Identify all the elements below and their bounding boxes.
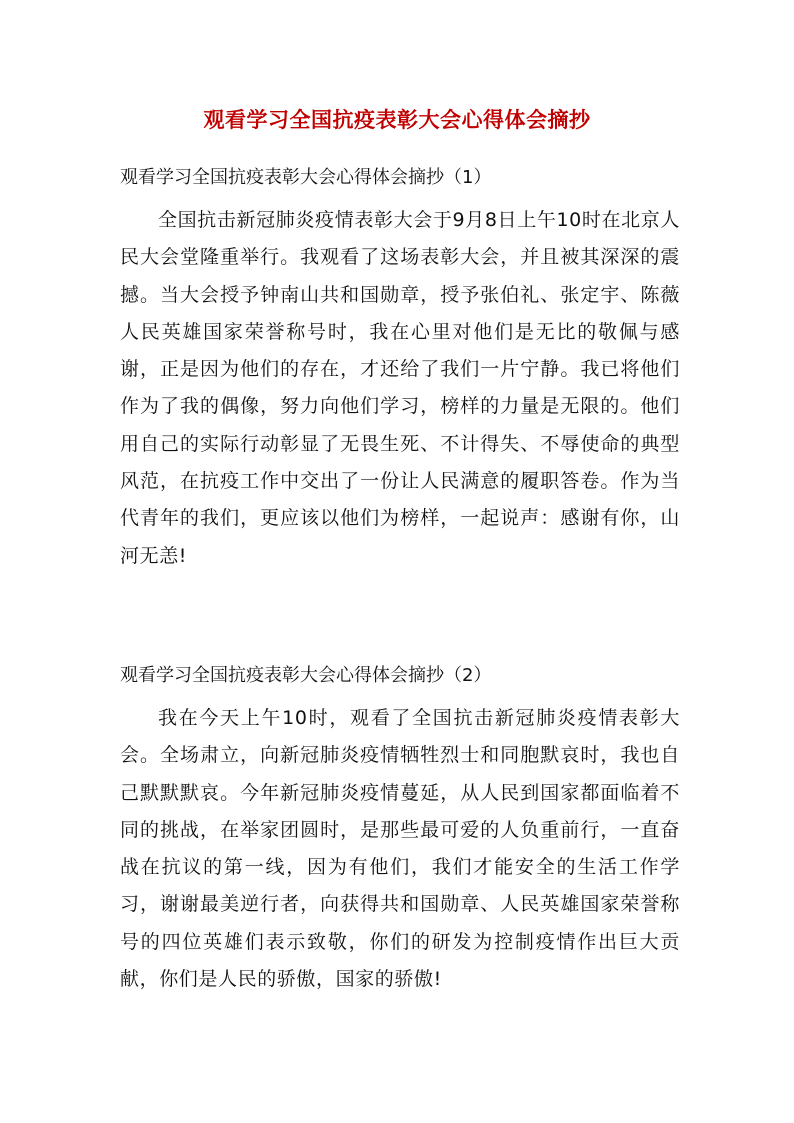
section-paragraph-2: 我在今天上午10时，观看了全国抗击新冠肺炎疫情表彰大会。全场肃立，向新冠肺炎疫情牺牲烈士和同胞默哀时，我也自己默默默哀。今年新冠肺炎疫情蔓延，从人民到国家都面临着不同的挑战，在举家团圆时，是那些最可爱的人负重前行，一直奋战在抗议的第一线，因为有他们，我们才能安全的生活工作学习，谢谢最美逆行者，向获得共和国勋章、人民英雄国家荣誉称号的四位英雄们表示致敬，你们的研发为控制疫情作出巨大贡献，你们是人民的骄傲，国家的骄傲!: [120, 707, 680, 991]
section-heading-2: 观看学习全国抗疫表彰大会心得体会摘抄（2）: [120, 665, 492, 686]
section-heading-1: 观看学习全国抗疫表彰大会心得体会摘抄（1）: [120, 167, 492, 188]
document-title: 观看学习全国抗疫表彰大会心得体会摘抄: [203, 107, 591, 132]
section-paragraph-1: 全国抗击新冠肺炎疫情表彰大会于9月8日上午10时在北京人民大会堂隆重举行。我观看了这场表彰大会，并且被其深深的震撼。当大会授予钟南山共和国勋章，授予张伯礼、张定宇、陈薇人民英雄国家荣誉称号时，我在心里对他们是无比的敬佩与感谢，正是因为他们的存在，才还给了我们一片宁静。我已将他们作为了我的偶像，努力向他们学习，榜样的力量是无限的。他们用自己的实际行动彰显了无畏生死、不计得失、不辱使命的典型风范，在抗疫工作中交出了一份让人民满意的履职答卷。作为当代青年的我们，更应该以他们为榜样，一起说声：感谢有你，山河无恙!: [120, 209, 680, 567]
